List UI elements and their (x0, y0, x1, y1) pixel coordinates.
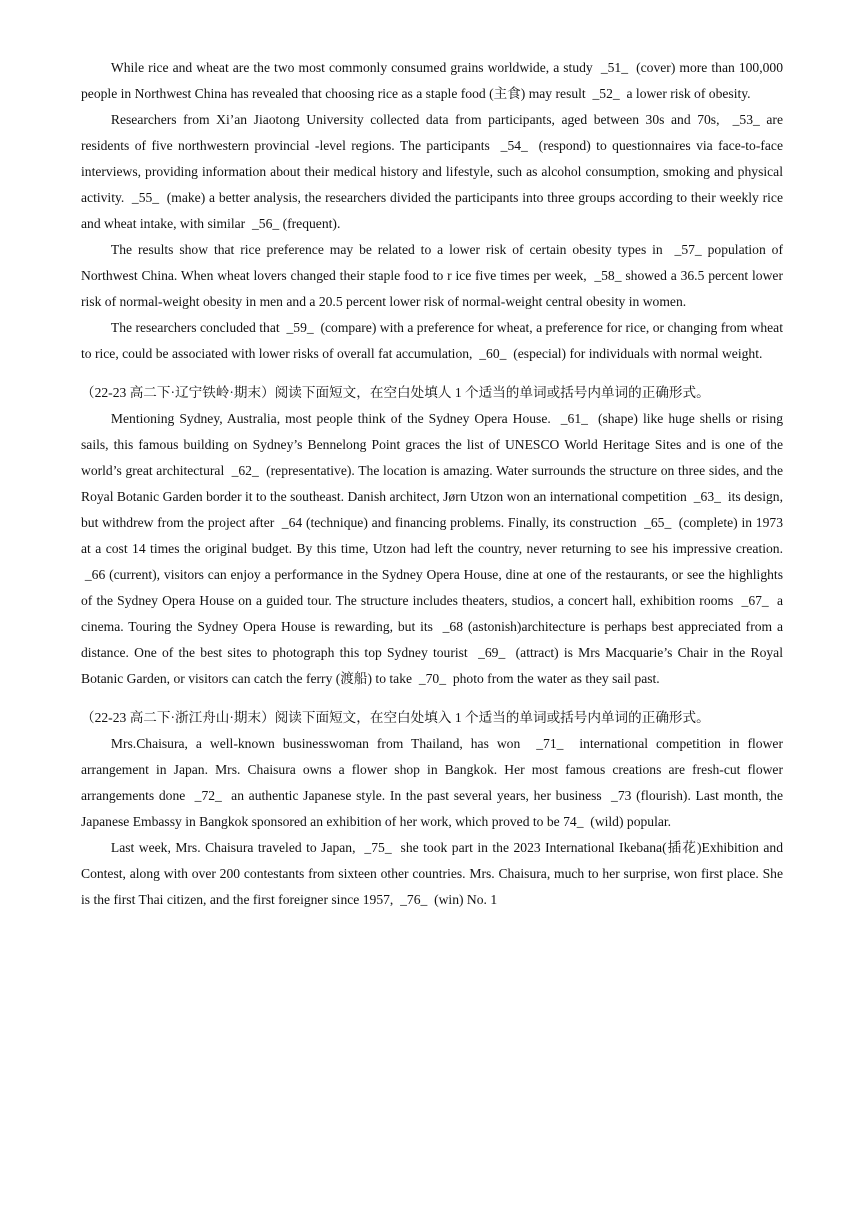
passage-2-paragraph: Mentioning Sydney, Australia, most people think of the Sydney Opera House. _61_ (shape) like huge shells or rising sails, this famous building on Sydney’s Bennelong Point graces the list of UNESCO World Heritage Sites and is one of the world’s great architectural _62_ (representative). The location is amazing. Water surrounds the structure on three sides, and the Royal Botanic Garden border it to the southeast. Danish architect, Jørn Utzon won an international competition _63_ its design, but withdrew from the project after _64 (technique) and financing problems. Finally, its construction _65_ (complete) in 1973 at a cost 14 times the original budget. By this time, Utzon had left the country, never returning to see his impressive creation. _66 (current), visitors can enjoy a performance in the Sydney Opera House, dine at one of the restaurants, or see the highlights of the Sydney Opera House on a guided tour. The structure includes theaters, studios, a concert hall, exhibition rooms _67_ a cinema. Touring the Sydney Opera House is rewarding, but its _68 (astonish)architecture is perhaps best appreciated from a distance. One of the best sites to photograph this top Sydney tourist _69_ (attract) is Mrs Macquarie’s Chair in the Royal Botanic Garden, or visitors can catch the ferry (渡船) to take _70_ photo from the water as they sail past. (81, 411, 783, 686)
passage-2-header: （22-23 高二下·辽宁铁岭·期末）阅读下面短文，在空白处填人 1 个适当的单词或括号内单词的正确形式。 (81, 385, 710, 400)
passage-1-paragraph: The results show that rice preference may be related to a lower risk of certain obesity types in _57_ population of Northwest China. When wheat lovers changed their staple food to r ice five times per week, _58_ showed a 36.5 percent lower risk of normal-weight obesity in men and a 20.5 percent lower risk of normal-weight central obesity in women. (81, 242, 783, 309)
passage-1-paragraph: While rice and wheat are the two most commonly consumed grains worldwide, a study _51_ (cover) more than 100,000 people in Northwest China has revealed that choosing rice as a staple food (主食) may result _52_ a lower risk of obesity. (81, 60, 783, 101)
passage-3-header: （22-23 高二下·浙江舟山·期末）阅读下面短文，在空白处填入 1 个适当的单词或括号内单词的正确形式。 (81, 710, 710, 725)
document-page (81, 55, 783, 913)
passage-3-paragraph: Mrs.Chaisura, a well-known businesswoman from Thailand, has won _71_ international competition in flower arrangement in Japan. Mrs. Chaisura owns a flower shop in Bangkok. Her most famous creations are fresh-cut flower arrangements done _72_ an authentic Japanese style. In the past several years, her business _73 (flourish). Last month, the Japanese Embassy in Bangkok sponsored an exhibition of her work, which proved to be 74_ (wild) popular. (81, 736, 783, 829)
passage-1-paragraph: Researchers from Xi’an Jiaotong University collected data from participants, aged between 30s and 70s, _53_ are residents of five northwestern provincial -level regions. The participants _54_ (respond) to questionnaires via face-to-face interviews, providing information about their medical history and lifestyle, such as alcohol consumption, smoking and physical activity. _55_ (make) a better analysis, the researchers divided the participants into three groups according to their weekly rice and wheat intake, with similar _56_ (frequent). (81, 112, 783, 231)
passage-3-paragraph: Last week, Mrs. Chaisura traveled to Japan, _75_ she took part in the 2023 International Ikebana(插花)Exhibition and Contest, along with over 200 contestants from sixteen other countries. Mrs. Chaisura, much to her surprise, won first place. She is the first Thai citizen, and the first foreigner since 1957, _76_ (win) No. 1 (81, 840, 783, 907)
passage-1-paragraph: The researchers concluded that _59_ (compare) with a preference for wheat, a preference for rice, or changing from wheat to rice, could be associated with lower risks of overall fat accumulation, _60_ (especial) for individuals with normal weight. (81, 320, 783, 361)
